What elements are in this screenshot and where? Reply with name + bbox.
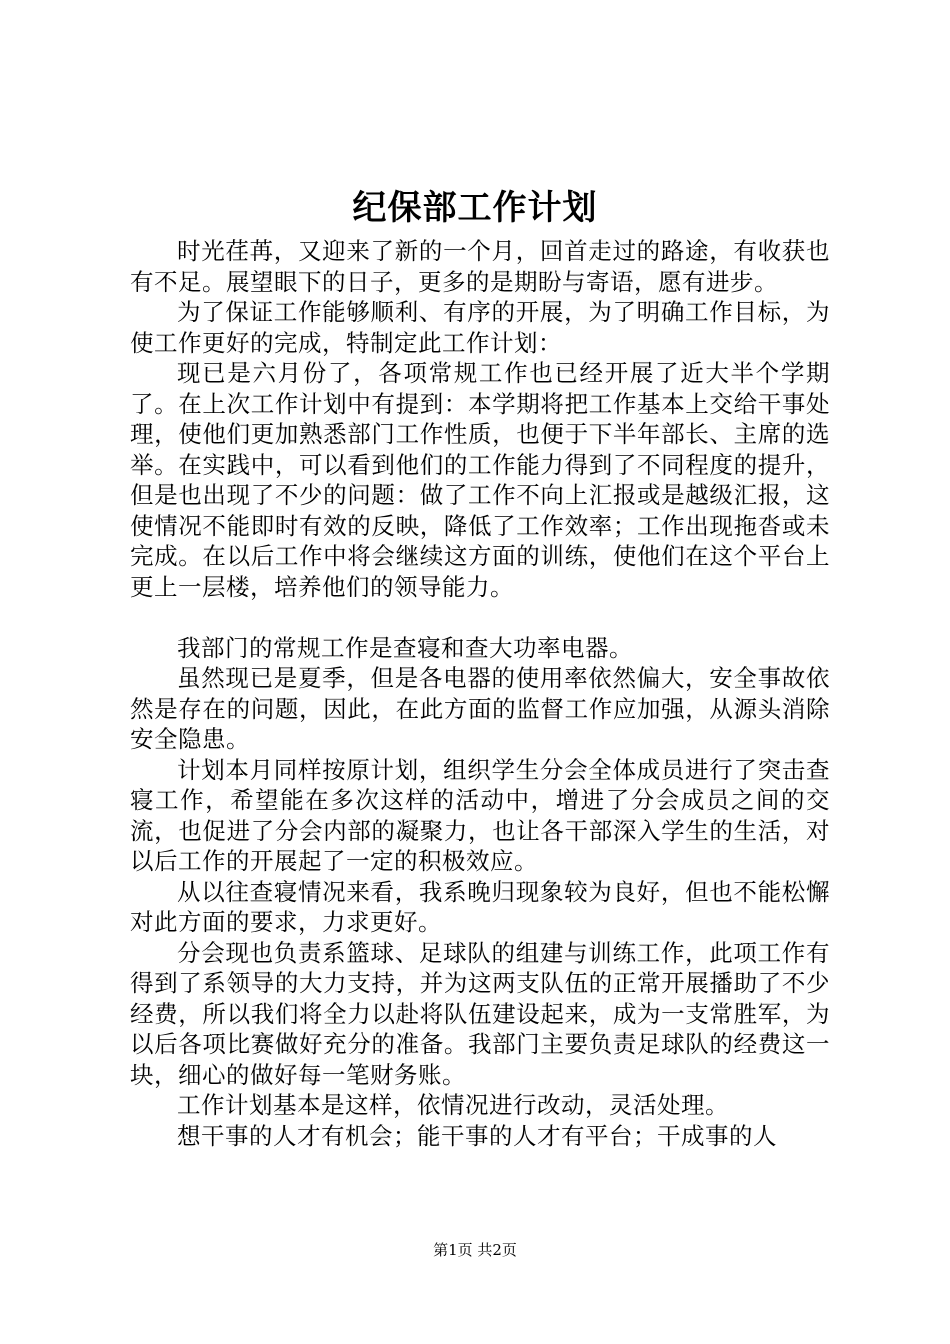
document-title: 纪保部工作计划 — [352, 188, 598, 228]
paragraph: 工作计划基本是这样，依情况进行改动，灵活处理。 — [177, 1091, 729, 1119]
paragraph: 时光荏苒，又迎来了新的一个月，回首走过的路途，有收获也有不足。展望眼下的日子，更多的是期盼与寄语，愿有进步。 — [130, 237, 830, 296]
page-number-footer: 第1页 共2页 — [433, 1241, 517, 1259]
paragraph: 虽然现已是夏季，但是各电器的使用率依然偏大，安全事故依然是存在的问题，因此，在此方面的监督工作应加强，从源头消除安全隐患。 — [130, 664, 830, 753]
paragraph: 现已是六月份了，各项常规工作也已经开展了近大半个学期了。在上次工作计划中有提到：本学期将把工作基本上交给干事处理，使他们更加熟悉部门工作性质，也便于下半年部长、主席的选举。在实践中，可以看到他们的工作能力得到了不同程度的提升，但是也出现了不少的问题：做了工作不向上汇报或是越级汇报，这使情况不能即时有效的反映，降低了工作效率；工作出现拖沓或未完成。在以后工作中将会继续这方面的训练，使他们在这个平台上更上一层楼，培养他们的领导能力。 — [130, 359, 830, 601]
document-body — [130, 236, 830, 1151]
paragraph: 我部门的常规工作是查寝和查大功率电器。 — [177, 633, 633, 662]
paragraph: 为了保证工作能够顺利、有序的开展，为了明确工作目标，为使工作更好的完成，特制定此工作计划： — [130, 298, 830, 357]
paragraph: 想干事的人才有机会；能干事的人才有平台；干成事的人 — [177, 1121, 777, 1150]
paragraph: 计划本月同样按原计划，组织学生分会全体成员进行了突击查寝工作，希望能在多次这样的活动中，增进了分会成员之间的交流，也促进了分会内部的凝聚力，也让各干部深入学生的生活，对以后工作的开展起了一定的积极效应。 — [130, 755, 830, 875]
paragraph: 从以往查寝情况来看，我系晚归现象较为良好，但也不能松懈对此方面的要求，力求更好。 — [130, 877, 830, 936]
paragraph: 分会现也负责系篮球、足球队的组建与训练工作，此项工作有得到了系领导的大力支持，并为这两支队伍的正常开展播助了不少经费，所以我们将全力以赴将队伍建设起来，成为一支常胜军，为以后各项比赛做好充分的准备。我部门主要负责足球队的经费这一块，细心的做好每一笔财务账。 — [130, 938, 830, 1089]
